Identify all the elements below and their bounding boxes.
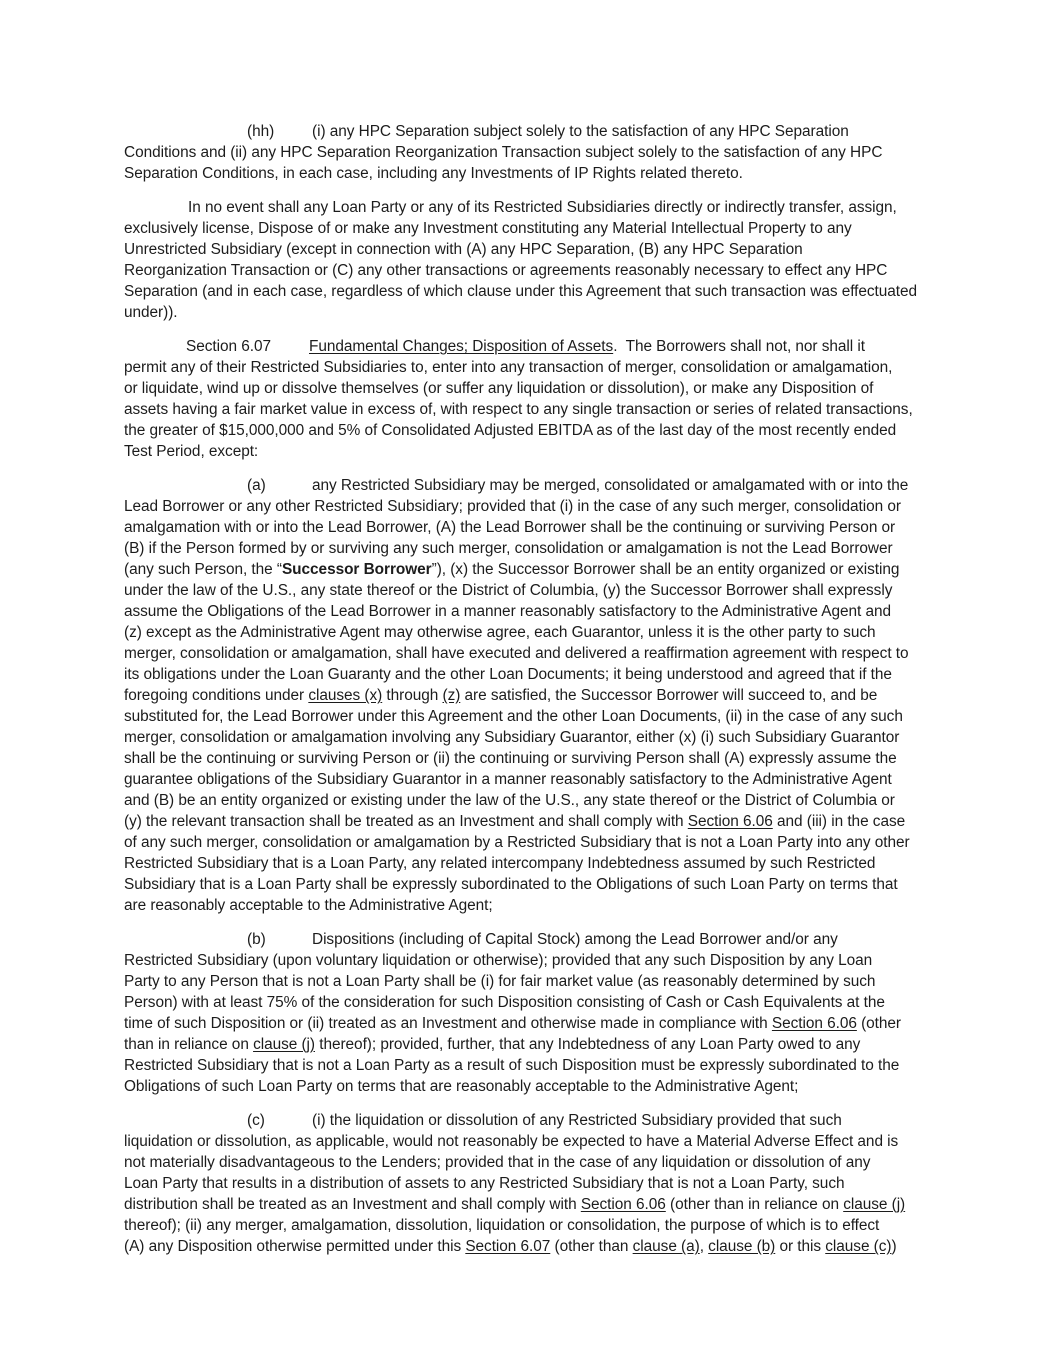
text-run: and (B) be an entity organized or existing under the law of the U.S., any state thereof or the District of Columbia or <box>124 792 895 809</box>
cross-reference: Section 6.06 <box>771 1015 857 1032</box>
text-run: its obligations under the Loan Guaranty and the other Loan Documents; it being understood and agreed that if the <box>124 666 892 683</box>
text-line <box>124 727 936 748</box>
text-line <box>124 496 936 517</box>
text-run: are reasonably acceptable to the Administrative Agent; <box>124 897 493 914</box>
paragraph-clause-hh <box>124 121 936 184</box>
text-run: guarantee obligations of the Subsidiary Guarantor in a manner reasonably satisfactory to the Administrative Agent <box>124 771 892 788</box>
text-line <box>124 601 936 622</box>
text-run: Person) with at least 75% of the consideration for such Disposition consisting of Cash or Cash Equivalents at the <box>124 994 885 1011</box>
text-line <box>124 874 936 895</box>
text-line <box>124 1152 936 1173</box>
cross-reference: clause (b) <box>708 1238 776 1255</box>
text-run: Conditions and (ii) any HPC Separation Reorganization Transaction subject solely to the satisfaction of any HPC <box>124 144 883 161</box>
text-run: (other than in reliance on <box>665 1196 844 1213</box>
text-run: and (iii) in the case <box>772 813 906 830</box>
text-run: any Restricted Subsidiary may be merged, consolidated or amalgamated with or into the <box>312 477 909 494</box>
text-line <box>124 475 936 496</box>
cross-reference: Section 6.06 <box>687 813 773 830</box>
cross-reference: clause (c) <box>825 1238 892 1255</box>
text-run: of any such merger, consolidation or amalgamation by a Restricted Subsidiary that is not a Loan Party into any other <box>124 834 910 851</box>
text-run: Restricted Subsidiary that is a Loan Party, any related intercompany Indebtedness assumed by such Restricted <box>124 855 876 872</box>
text-run: through <box>382 687 443 704</box>
text-line <box>124 281 936 302</box>
text-line <box>124 1013 936 1034</box>
text-line <box>124 163 936 184</box>
text-run: assume the Obligations of the Lead Borrower in a manner reasonably satisfactory to the Administrative Agent and <box>124 603 891 620</box>
text-line <box>124 643 936 664</box>
text-line <box>124 218 936 239</box>
paragraph-section-6-07 <box>124 336 936 462</box>
text-run: (i) any HPC Separation subject solely to the satisfaction of any HPC Separation <box>312 123 849 140</box>
text-run: assets having a fair market value in excess of, with respect to any single transaction or series of related transactions, <box>124 401 913 418</box>
text-line <box>124 811 936 832</box>
paragraph-clause-a <box>124 475 936 916</box>
text-run: (z) except as the Administrative Agent may otherwise agree, each Guarantor, unless it is the other party to such <box>124 624 876 641</box>
text-run: than in reliance on <box>124 1036 254 1053</box>
text-run: under the law of the U.S., any state thereof or the District of Columbia, (y) the Successor Borrower shall expressly <box>124 582 893 599</box>
clause-marker: (b) <box>247 931 266 948</box>
text-run: are satisfied, the Successor Borrower will succeed to, and be <box>460 687 878 704</box>
text-line <box>124 260 936 281</box>
text-run: exclusively license, Dispose of or make any Investment constituting any Material Intellectual Property to any <box>124 220 852 237</box>
text-line <box>124 441 936 462</box>
text-run: amalgamation with or into the Lead Borrower, (A) the Lead Borrower shall be the continuing or surviving Person or <box>124 519 896 536</box>
text-run: not materially disadvantageous to the Lenders; provided that in the case of any liquidation or dissolution of any <box>124 1154 871 1171</box>
text-run: (i) the liquidation or dissolution of any Restricted Subsidiary provided that such <box>312 1112 842 1129</box>
text-line <box>124 685 936 706</box>
text-run: (A) any Disposition otherwise permitted under this <box>124 1238 466 1255</box>
text-line <box>124 517 936 538</box>
text-run: Reorganization Transaction or (C) any other transactions or agreements reasonably necessary to effect any HPC <box>124 262 888 279</box>
text-line <box>124 142 936 163</box>
cross-reference: clause (j) <box>253 1036 315 1053</box>
text-line <box>124 895 936 916</box>
cross-reference: Section 6.06 <box>580 1196 666 1213</box>
text-run: shall be the continuing or surviving Person or (ii) the continuing or surviving Person shall (A) expressly assume the <box>124 750 897 767</box>
clause-marker: (hh) <box>247 123 275 140</box>
cross-reference: clause (a) <box>632 1238 700 1255</box>
text-line <box>124 1173 936 1194</box>
text-run: (other than <box>550 1238 633 1255</box>
text-line <box>124 832 936 853</box>
paragraph-ip-transfer-restriction <box>124 197 936 323</box>
defined-term: Successor Borrower <box>281 561 432 578</box>
text-run: distribution shall be treated as an Investment and shall comply with <box>124 1196 581 1213</box>
text-run: time of such Disposition or (ii) treated as an Investment and otherwise made in compliance with <box>124 1015 772 1032</box>
text-line <box>124 559 936 580</box>
text-line <box>124 992 936 1013</box>
text-line <box>124 197 936 218</box>
text-line <box>124 929 936 950</box>
text-line <box>124 121 936 142</box>
text-run: Lead Borrower or any other Restricted Subsidiary; provided that (i) in the case of any such merger, consolidation or <box>124 498 901 515</box>
text-run: substituted for, the Lead Borrower under this Agreement and the other Loan Documents, (ii) in the case of any such <box>124 708 903 725</box>
text-run: Obligations of such Loan Party on terms that are reasonably acceptable to the Administrative Agent; <box>124 1078 799 1095</box>
text-line <box>124 664 936 685</box>
text-run: Loan Party that results in a distribution of assets to any Restricted Subsidiary that is not a Loan Party, such <box>124 1175 845 1192</box>
text-line <box>124 1034 936 1055</box>
text-line <box>124 748 936 769</box>
text-line <box>124 622 936 643</box>
text-run: Subsidiary that is a Loan Party shall be expressly subordinated to the Obligations of such Loan Party on terms that <box>124 876 898 893</box>
text-run: or liquidate, wind up or dissolve themselves (or suffer any liquidation or dissolution), or make any Disposition of <box>124 380 874 397</box>
text-line <box>124 1236 936 1257</box>
paragraph-clause-b <box>124 929 936 1097</box>
text-line <box>124 1076 936 1097</box>
text-line <box>124 1194 936 1215</box>
text-run: (any such Person, the “ <box>124 561 282 578</box>
text-run: Test Period, except: <box>124 443 259 460</box>
text-line <box>124 399 936 420</box>
text-line <box>124 853 936 874</box>
text-run: permit any of their Restricted Subsidiaries to, enter into any transaction of merger, consolidation or amalgamation, <box>124 359 893 376</box>
clause-marker: (c) <box>247 1112 265 1129</box>
text-run: (y) the relevant transaction shall be treated as an Investment and shall comply with <box>124 813 688 830</box>
text-line <box>124 1055 936 1076</box>
text-line <box>124 357 936 378</box>
text-run: under)). <box>124 304 178 321</box>
cross-reference: (z) <box>442 687 461 704</box>
text-line <box>124 1215 936 1236</box>
text-run: ) <box>891 1238 897 1255</box>
text-line <box>124 790 936 811</box>
document-body <box>124 121 936 1257</box>
cross-reference: Section 6.07 <box>465 1238 551 1255</box>
text-line <box>124 769 936 790</box>
text-run: Separation Conditions, in each case, including any Investments of IP Rights related thereto. <box>124 165 743 182</box>
text-run: the greater of $15,000,000 and 5% of Consolidated Adjusted EBITDA as of the last day of the most recently ended <box>124 422 897 439</box>
text-line <box>124 420 936 441</box>
text-line <box>124 302 936 323</box>
text-run: (B) if the Person formed by or surviving any such merger, consolidation or amalgamation is not the Lead Borrower <box>124 540 893 557</box>
text-run: merger, consolidation or amalgamation involving any Subsidiary Guarantor, either (x) (i) such Subsidiary Guarantor <box>124 729 900 746</box>
text-run: (other <box>856 1015 902 1032</box>
text-run: Separation (and in each case, regardless of which clause under this Agreement that such transaction was effectuated <box>124 283 918 300</box>
cross-reference: Fundamental Changes; Disposition of Assets <box>309 338 614 355</box>
text-run: thereof); provided, further, that any Indebtedness of any Loan Party owed to any <box>315 1036 861 1053</box>
text-run: . The Borrowers shall not, nor shall it <box>613 338 865 355</box>
text-line <box>124 1110 936 1131</box>
text-line <box>124 580 936 601</box>
text-line <box>124 336 936 357</box>
clause-marker: (a) <box>247 477 266 494</box>
text-run: thereof); (ii) any merger, amalgamation, dissolution, liquidation or consolidation, the purpose of which is to effect <box>124 1217 880 1234</box>
text-line <box>124 1131 936 1152</box>
text-run: Restricted Subsidiary (upon voluntary liquidation or otherwise); provided that any such Disposition by any Loan <box>124 952 873 969</box>
text-run: Restricted Subsidiary that is not a Loan Party as a result of such Disposition must be expressly subordinated to the <box>124 1057 900 1074</box>
cross-reference: clauses (x) <box>308 687 383 704</box>
text-run: In no event shall any Loan Party or any of its Restricted Subsidiaries directly or indirectly transfer, assign, <box>188 199 897 216</box>
text-line <box>124 706 936 727</box>
text-run: Unrestricted Subsidiary (except in connection with (A) any HPC Separation, (B) any HPC Separation <box>124 241 803 258</box>
text-line <box>124 950 936 971</box>
cross-reference: clause (j) <box>843 1196 906 1213</box>
text-run: , <box>699 1238 709 1255</box>
text-run: liquidation or dissolution, as applicable, would not reasonably be expected to have a Material Adverse Effect and is <box>124 1133 899 1150</box>
paragraph-clause-c <box>124 1110 936 1257</box>
text-run: foregoing conditions under <box>124 687 309 704</box>
text-run: merger, consolidation or amalgamation, shall have executed and delivered a reaffirmation agreement with respect to <box>124 645 909 662</box>
text-run: or this <box>775 1238 826 1255</box>
text-line <box>124 239 936 260</box>
text-line <box>124 971 936 992</box>
text-line <box>124 378 936 399</box>
section-number: Section 6.07 <box>186 338 271 355</box>
text-run: Party to any Person that is not a Loan Party shall be (i) for fair market value (as reasonably determined by such <box>124 973 876 990</box>
text-run: ”), (x) the Successor Borrower shall be an entity organized or existing <box>431 561 900 578</box>
text-run: Dispositions (including of Capital Stock) among the Lead Borrower and/or any <box>312 931 838 948</box>
text-line <box>124 538 936 559</box>
